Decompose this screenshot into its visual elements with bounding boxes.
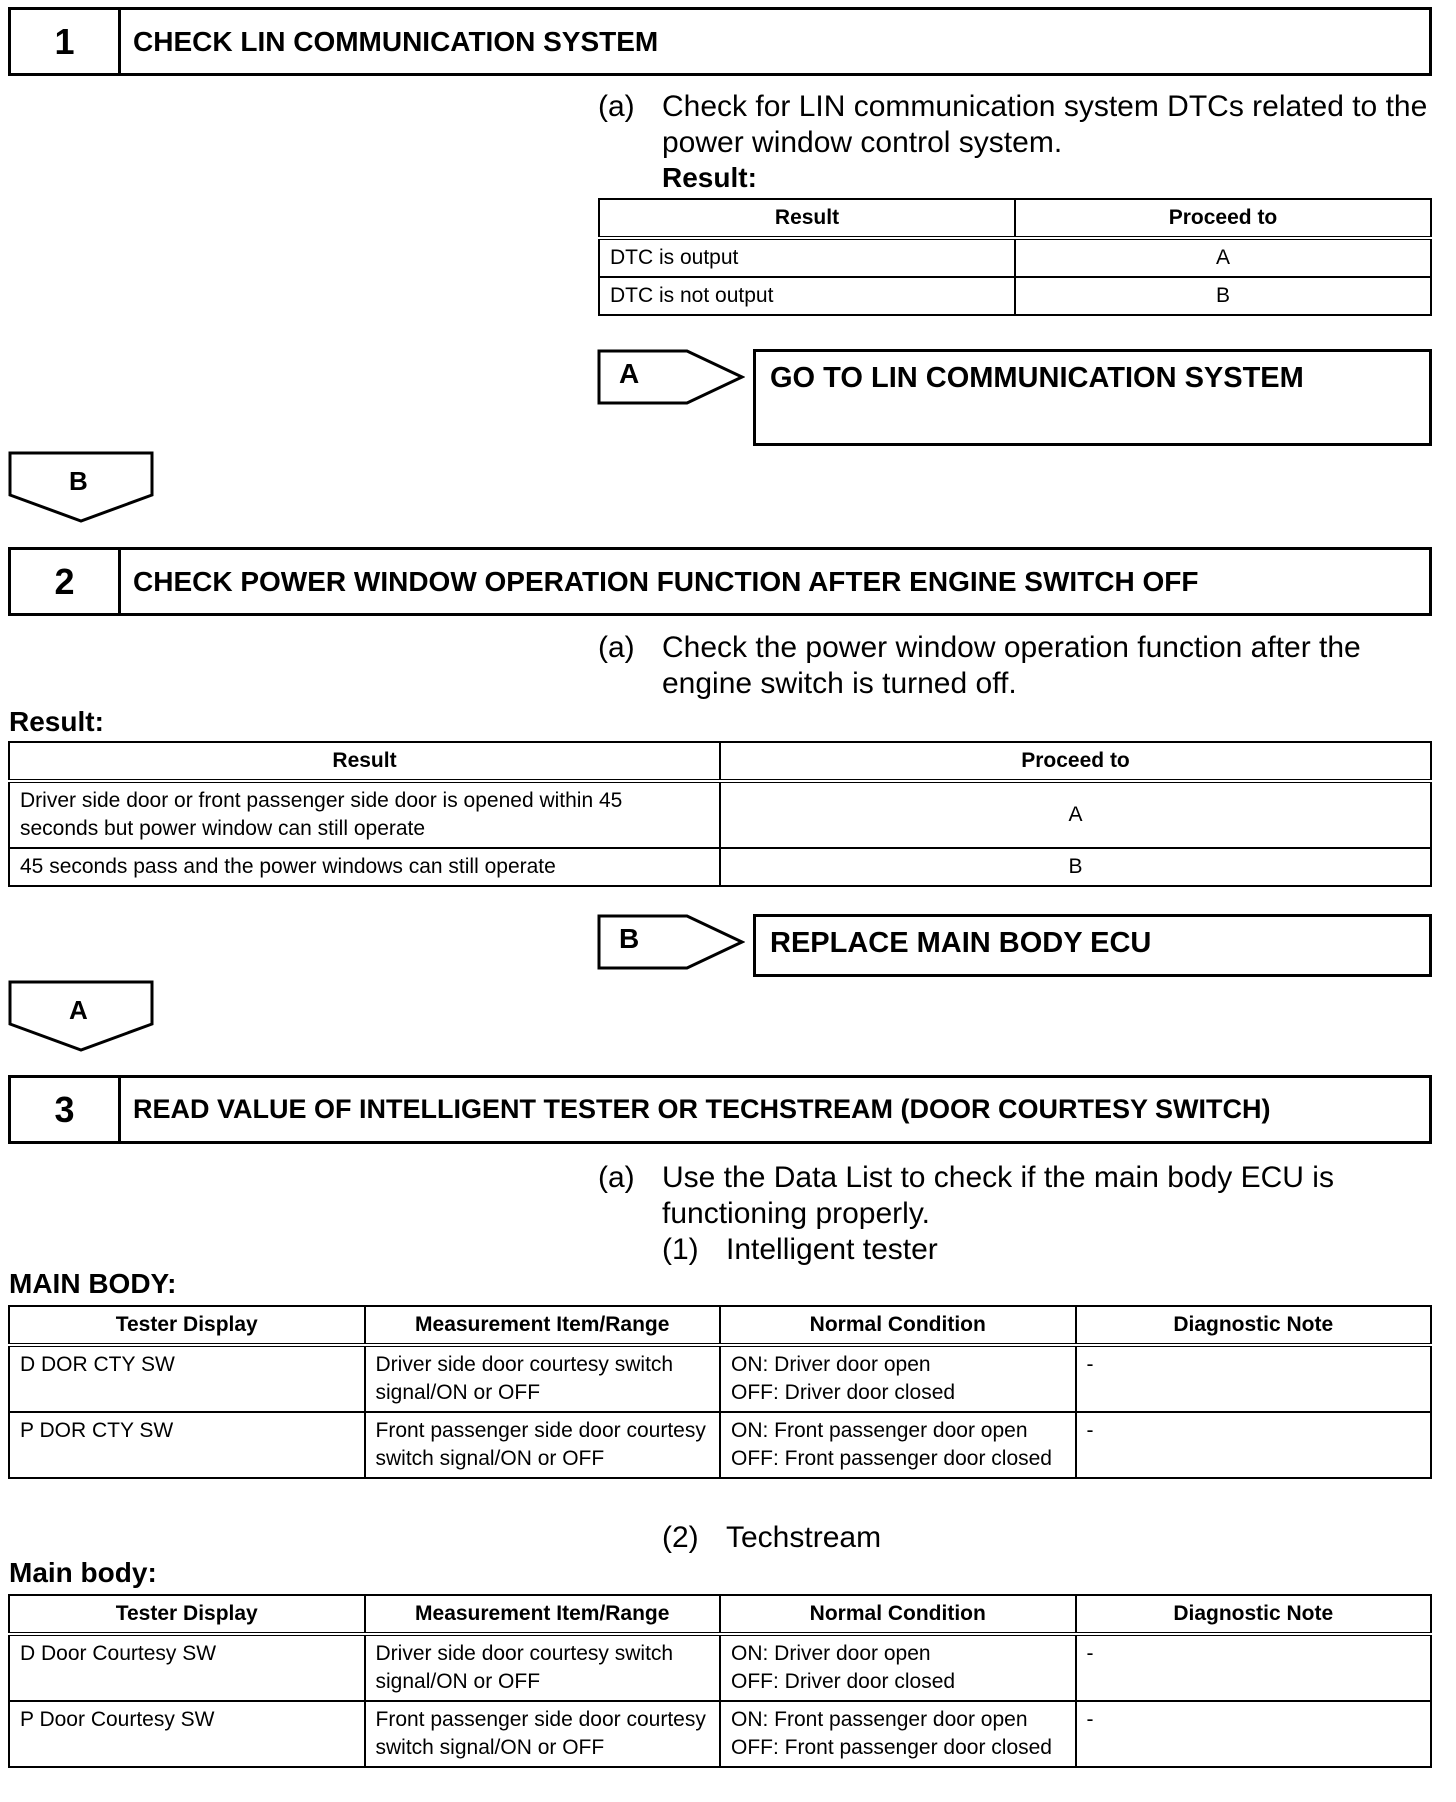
table-row — [9, 781, 1431, 848]
column-header: Diagnostic Note — [1076, 1306, 1432, 1345]
item-label: (a) — [598, 90, 635, 123]
table-row — [9, 1412, 1431, 1478]
table-cell: DTC is output — [599, 238, 1015, 277]
step-number: 3 — [11, 1078, 121, 1141]
step-title: CHECK POWER WINDOW OPERATION FUNCTION AFTER ENGINE SWITCH OFF — [133, 565, 1199, 597]
sub-item-label: (2) — [662, 1521, 699, 1554]
table-cell: B — [720, 848, 1431, 886]
column-header: Result — [9, 742, 720, 781]
table-label: Main body: — [9, 1557, 157, 1588]
branch-arrow — [597, 349, 745, 405]
item-label: (a) — [598, 1161, 635, 1194]
table-cell: - — [1076, 1634, 1432, 1701]
sub-item — [662, 1520, 1262, 1556]
branch-arrow — [597, 914, 745, 970]
result-table — [598, 198, 1432, 316]
column-header: Tester Display — [9, 1595, 365, 1634]
table-cell: Driver side door courtesy switch signal/ON or OFF — [365, 1345, 721, 1412]
branch-result-box: GO TO LIN COMMUNICATION SYSTEM — [753, 349, 1432, 446]
table-cell: ON: Front passenger door open OFF: Front passenger door closed — [720, 1701, 1076, 1767]
step-2-header — [8, 547, 1432, 616]
result-label: Result: — [9, 706, 104, 737]
column-header: Tester Display — [9, 1306, 365, 1345]
branch-letter: B — [619, 923, 640, 954]
item-text: Check for LIN communication system DTCs related to the power window control system. — [662, 90, 1428, 159]
branch-letter: A — [619, 358, 640, 389]
sub-item-text: Techstream — [726, 1521, 882, 1554]
table-cell: D DOR CTY SW — [9, 1345, 365, 1412]
column-header: Result — [599, 199, 1015, 238]
continue-letter: A — [69, 995, 88, 1025]
table-cell: Front passenger side door courtesy switch signal/ON or OFF — [365, 1701, 721, 1767]
item-text: Check the power window operation function after the engine switch is turned off. — [662, 631, 1361, 700]
item-text: Use the Data List to check if the main body ECU is functioning properly. — [662, 1161, 1334, 1230]
table-row — [599, 277, 1431, 315]
step-number: 2 — [11, 550, 121, 613]
sub-item — [662, 1232, 1262, 1268]
item-label: (a) — [598, 631, 635, 664]
sub-item-text: Intelligent tester — [726, 1233, 938, 1266]
instruction-paragraph — [598, 89, 1432, 161]
table-cell: P Door Courtesy SW — [9, 1701, 365, 1767]
instruction-paragraph — [598, 1160, 1432, 1232]
table-cell: Driver side door courtesy switch signal/ON or OFF — [365, 1634, 721, 1701]
column-header: Normal Condition — [720, 1595, 1076, 1634]
continue-arrow — [8, 451, 154, 523]
column-header: Proceed to — [720, 742, 1431, 781]
table-cell: A — [720, 781, 1431, 848]
step-title: CHECK LIN COMMUNICATION SYSTEM — [133, 25, 659, 57]
table-row — [9, 1345, 1431, 1412]
step-3-header — [8, 1075, 1432, 1144]
table-cell: - — [1076, 1345, 1432, 1412]
continue-arrow — [8, 980, 154, 1052]
step-1-header — [8, 7, 1432, 76]
table-row — [9, 1701, 1431, 1767]
table-cell: Front passenger side door courtesy switch signal/ON or OFF — [365, 1412, 721, 1478]
result-table — [8, 741, 1432, 887]
table-row — [599, 238, 1431, 277]
step-title: READ VALUE OF INTELLIGENT TESTER OR TECHSTREAM (DOOR COURTESY SWITCH) — [133, 1094, 1271, 1124]
instruction-paragraph — [598, 630, 1432, 702]
branch-result-box: REPLACE MAIN BODY ECU — [753, 914, 1432, 977]
table-cell: A — [1015, 238, 1431, 277]
table-cell: - — [1076, 1412, 1432, 1478]
result-label: Result: — [662, 162, 757, 193]
column-header: Normal Condition — [720, 1306, 1076, 1345]
table-label: MAIN BODY: — [9, 1268, 177, 1299]
table-cell: - — [1076, 1701, 1432, 1767]
data-list-table — [8, 1305, 1432, 1479]
step-number: 1 — [11, 10, 121, 73]
column-header: Proceed to — [1015, 199, 1431, 238]
table-row — [9, 848, 1431, 886]
table-cell: B — [1015, 277, 1431, 315]
table-cell: DTC is not output — [599, 277, 1015, 315]
table-cell: Driver side door or front passenger side door is opened within 45 seconds but power window can still operate — [9, 781, 720, 848]
table-cell: P DOR CTY SW — [9, 1412, 365, 1478]
column-header: Diagnostic Note — [1076, 1595, 1432, 1634]
table-cell: ON: Driver door open OFF: Driver door closed — [720, 1345, 1076, 1412]
continue-letter: B — [69, 466, 88, 496]
table-cell: ON: Driver door open OFF: Driver door closed — [720, 1634, 1076, 1701]
column-header: Measurement Item/Range — [365, 1306, 721, 1345]
data-list-table — [8, 1594, 1432, 1768]
table-cell: D Door Courtesy SW — [9, 1634, 365, 1701]
table-cell: 45 seconds pass and the power windows can still operate — [9, 848, 720, 886]
table-row — [9, 1634, 1431, 1701]
sub-item-label: (1) — [662, 1233, 699, 1266]
table-cell: ON: Front passenger door open OFF: Front passenger door closed — [720, 1412, 1076, 1478]
column-header: Measurement Item/Range — [365, 1595, 721, 1634]
